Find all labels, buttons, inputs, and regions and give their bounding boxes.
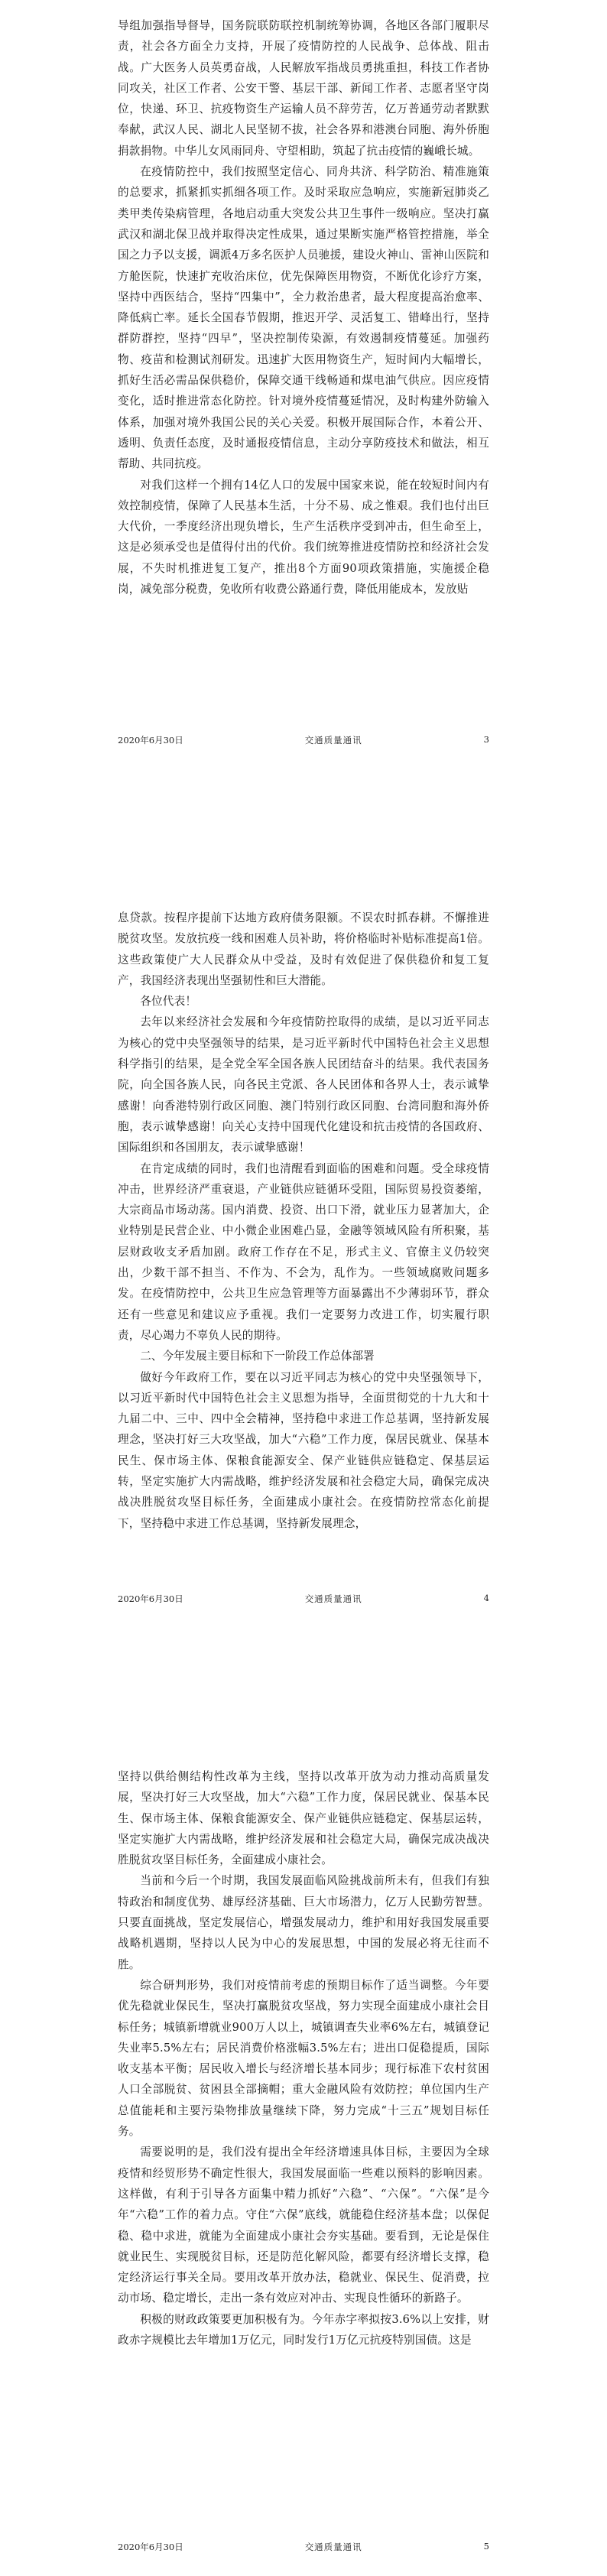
paragraph: 坚持以供给侧结构性改革为主线，坚持以改革开放为动力推动高质量发展，坚决打好三大攻坚战，加大“六稳”工作力度，保居民就业、保基本民生、保市场主体、保粮食能源安全、保产业链供应链稳定、保基层运转，坚定实施扩大内需战略，维护经济发展和社会稳定大局，确保完成决战决胜脱贫攻坚目标任务，全面建成小康社会。 — [118, 1770, 489, 1867]
page-body — [118, 15, 489, 599]
page-number: 5 — [483, 2541, 489, 2552]
footer-title: 交通质量通讯 — [304, 1593, 362, 1604]
paragraph: 在肯定成绩的同时，我们也清醒看到面临的困难和问题。受全球疫情冲击，世界经济严重衰退，产业链供应链循环受阻，国际贸易投资萎缩，大宗商品市场动荡。国内消费、投资、出口下滑，就业压力显著加大，企业特别是民营企业、中小微企业困难凸显，金融等领域风险有所积聚，基层财政收支矛盾加剧。政府工作存在不足，形式主义、官僚主义仍较突出，少数干部不担当、不作为、不会为，乱作为。一些领域腐败问题多发。在疫情防控中，公共卫生应急管理等方面暴露出不少薄弱环节，群众还有一些意见和建议应予重视。我们一定要努力改进工作，切实履行职责，尽心竭力不辜负人民的期待。 — [118, 1161, 489, 1342]
page-number: 3 — [483, 734, 489, 745]
page-number: 4 — [483, 1593, 489, 1603]
footer-title: 交通质量通讯 — [304, 2542, 362, 2552]
page-body — [118, 908, 489, 1534]
paragraph: 各位代表！ — [140, 995, 197, 1009]
paragraph: 综合研判形势，我们对疫情前考虑的预期目标作了适当调整。今年要优先稳就业保民生，坚决打赢脱贫攻坚战，努力实现全面建成小康社会目标任务；城镇新增就业900万人以上，城镇调查失业率6%左右，城镇登记失业率5.5%左右；居民消费价格涨幅3.5%左右；进出口促稳提质，国际收支基本平衡；居民收入增长与经济增长基本同步；现行标准下农村贫困人口全部脱贫、贫困县全部摘帽；重大金融风险有效防控；单位国内生产总值能耗和主要污染物排放量继续下降，努力完成“十三五”规划目标任务。 — [118, 1978, 489, 2139]
paragraph: 导组加强指导督导，国务院联防联控机制统筹协调，各地区各部门履职尽责，社会各方面全力支持，开展了疫情防控的人民战争、总体战、阻击战。广大医务人员英勇奋战，人民解放军指战员勇挑重担，科技工作者协同攻关，社区工作者、公安干警、基层干部、新闻工作者、志愿者坚守岗位，快递、环卫、抗疫物资生产运输人员不辞劳苦，亿万普通劳动者默默奉献，武汉人民、湖北人民坚韧不拔，社会各界和港澳台同胞、海外侨胞捐款捐物。中华儿女风雨同舟、守望相助，筑起了抗击疫情的巍峨长城。 — [118, 19, 489, 158]
section-heading: 二、今年发展主要目标和下一阶段工作总体部署 — [140, 1350, 375, 1363]
paragraph: 做好今年政府工作，要在以习近平同志为核心的党中央坚强领导下，以习近平新时代中国特色社会主义思想为指导，全面贯彻党的十九大和十九届二中、三中、四中全会精神，坚持稳中求进工作总基调，坚持新发展理念，坚决打好三大攻坚战，加大“六稳”工作力度，保居民就业、保基本民生、保市场主体、保粮食能源安全、保产业链供应链稳定、保基层运转，坚定实施扩大内需战略，维护经济发展和社会稳定大局，确保完成决战决胜脱贫攻坚目标任务，全面建成小康社会。在疫情防控常态化前提下，坚持稳中求进工作总基调，坚持新发展理念， — [118, 1370, 489, 1530]
page-body — [118, 1766, 489, 2350]
paragraph: 息贷款。按程序提前下达地方政府债务限额。不误农时抓春耕。不懈推进脱贫攻坚。发放抗疫一线和困难人员补助，将价格临时补贴标准提高1倍。这些政策使广大人民群众从中受益，及时有效促进了保供稳价和复工复产，我国经济表现出坚强韧性和巨大潜能。 — [118, 911, 489, 987]
paragraph: 去年以来经济社会发展和今年疫情防控取得的成绩，是以习近平同志为核心的党中央坚强领导的结果，是习近平新时代中国特色社会主义思想科学指引的结果，是全党全军全国各族人民团结奋斗的结果。我代表国务院，向全国各族人民，向各民主党派、各人民团体和各界人士，表示诚挚感谢！向香港特别行政区同胞、澳门特别行政区同胞、台湾同胞和海外侨胞，表示诚挚感谢！向关心支持中国现代化建设和抗击疫情的各国政府、国际组织和各国朋友，表示诚挚感谢！ — [118, 1015, 489, 1155]
footer-title: 交通质量通讯 — [304, 735, 362, 746]
paragraph: 当前和今后一个时期，我国发展面临风险挑战前所未有，但我们有独特政治和制度优势、雄厚经济基础、巨大市场潜力，亿万人民勤劳智慧。只要直面挑战，坚定发展信心，增强发展动力，维护和用好我国发展重要战略机遇期，坚持以人民为中心的发展思想，中国的发展必将无往而不胜。 — [118, 1874, 489, 1971]
paragraph: 在疫情防控中，我们按照坚定信心、同舟共济、科学防治、精准施策的总要求，抓紧抓实抓细各项工作。及时采取应急响应，实施新冠肺炎乙类甲类传染病管理，各地启动重大突发公共卫生事件一级响应。坚决打赢武汉和湖北保卫战并取得决定性成果，通过果断实施严格管控措施，举全国之力予以支援，调派4万多名医护人员驰援，建设火神山、雷神山医院和方舱医院，快速扩充收治床位，优先保障医用物资，不断优化诊疗方案，坚持中西医结合，坚持“四集中”，全力救治患者，最大程度提高治愈率、降低病亡率。延长全国春节假期，推迟开学、灵活复工、错峰出行，坚持群防群控，坚持“四早”，坚决控制传染源，有效遏制疫情蔓延。加强药物、疫苗和检测试剂研发。迅速扩大医用物资生产，短时间内大幅增长，抓好生活必需品保供稳价，保障交通干线畅通和煤电油气供应。因应疫情变化，适时推进常态化防控。针对境外疫情蔓延情况，及时构建外防输入体系，加强对境外我国公民的关心关爱。积极开展国际合作，本着公开、透明、负责任态度，及时通报疫情信息，主动分享防疫技术和做法，相互帮助、共同抗疫。 — [118, 165, 489, 471]
document-page-5 — [0, 1717, 607, 2576]
paragraph: 积极的财政政策要更加积极有为。今年赤字率拟按3.6%以上安排，财政赤字规模比去年增加1万亿元，同时发行1万亿元抗疫特别国债。这是 — [118, 2312, 489, 2347]
footer-date: 2020年6月30日 — [118, 735, 183, 746]
paragraph: 对我们这样一个拥有14亿人口的发展中国家来说，能在较短时间内有效控制疫情，保障了人民基本生活，十分不易、成之惟艰。我们也付出巨大代价，一季度经济出现负增长，生产生活秩序受到冲击，但生命至上，这是必须承受也是值得付出的代价。我们统筹推进疫情防控和经济社会发展，不失时机推进复工复产，推出8个方面90项政策措施，实施援企稳岗，减免部分税费，免收所有收费公路通行费，降低用能成本，发放贴 — [118, 478, 489, 596]
footer-date: 2020年6月30日 — [118, 1593, 183, 1604]
page-footer — [118, 2541, 489, 2553]
footer-date: 2020年6月30日 — [118, 2542, 183, 2552]
document-page-4 — [0, 859, 607, 1631]
page-footer — [118, 734, 489, 746]
document-page-3 — [0, 0, 607, 772]
paragraph: 需要说明的是，我们没有提出全年经济增速具体目标，主要因为全球疫情和经贸形势不确定性很大，我国发展面临一些难以预料的影响因素。这样做，有利于引导各方面集中精力抓好“六稳”、“六保”。“六保”是今年“六稳”工作的着力点。守住“六保”底线，就能稳住经济基本盘；以保促稳、稳中求进，就能为全面建成小康社会夯实基础。要看到，无论是保住就业民生、实现脱贫目标，还是防范化解风险，都要有经济增长支撑，稳定经济运行事关全局。要用改革开放办法，稳就业、保民生、促消费，拉动市场、稳定增长，走出一条有效应对冲击、实现良性循环的新路子。 — [118, 2146, 489, 2305]
page-footer — [118, 1593, 489, 1605]
